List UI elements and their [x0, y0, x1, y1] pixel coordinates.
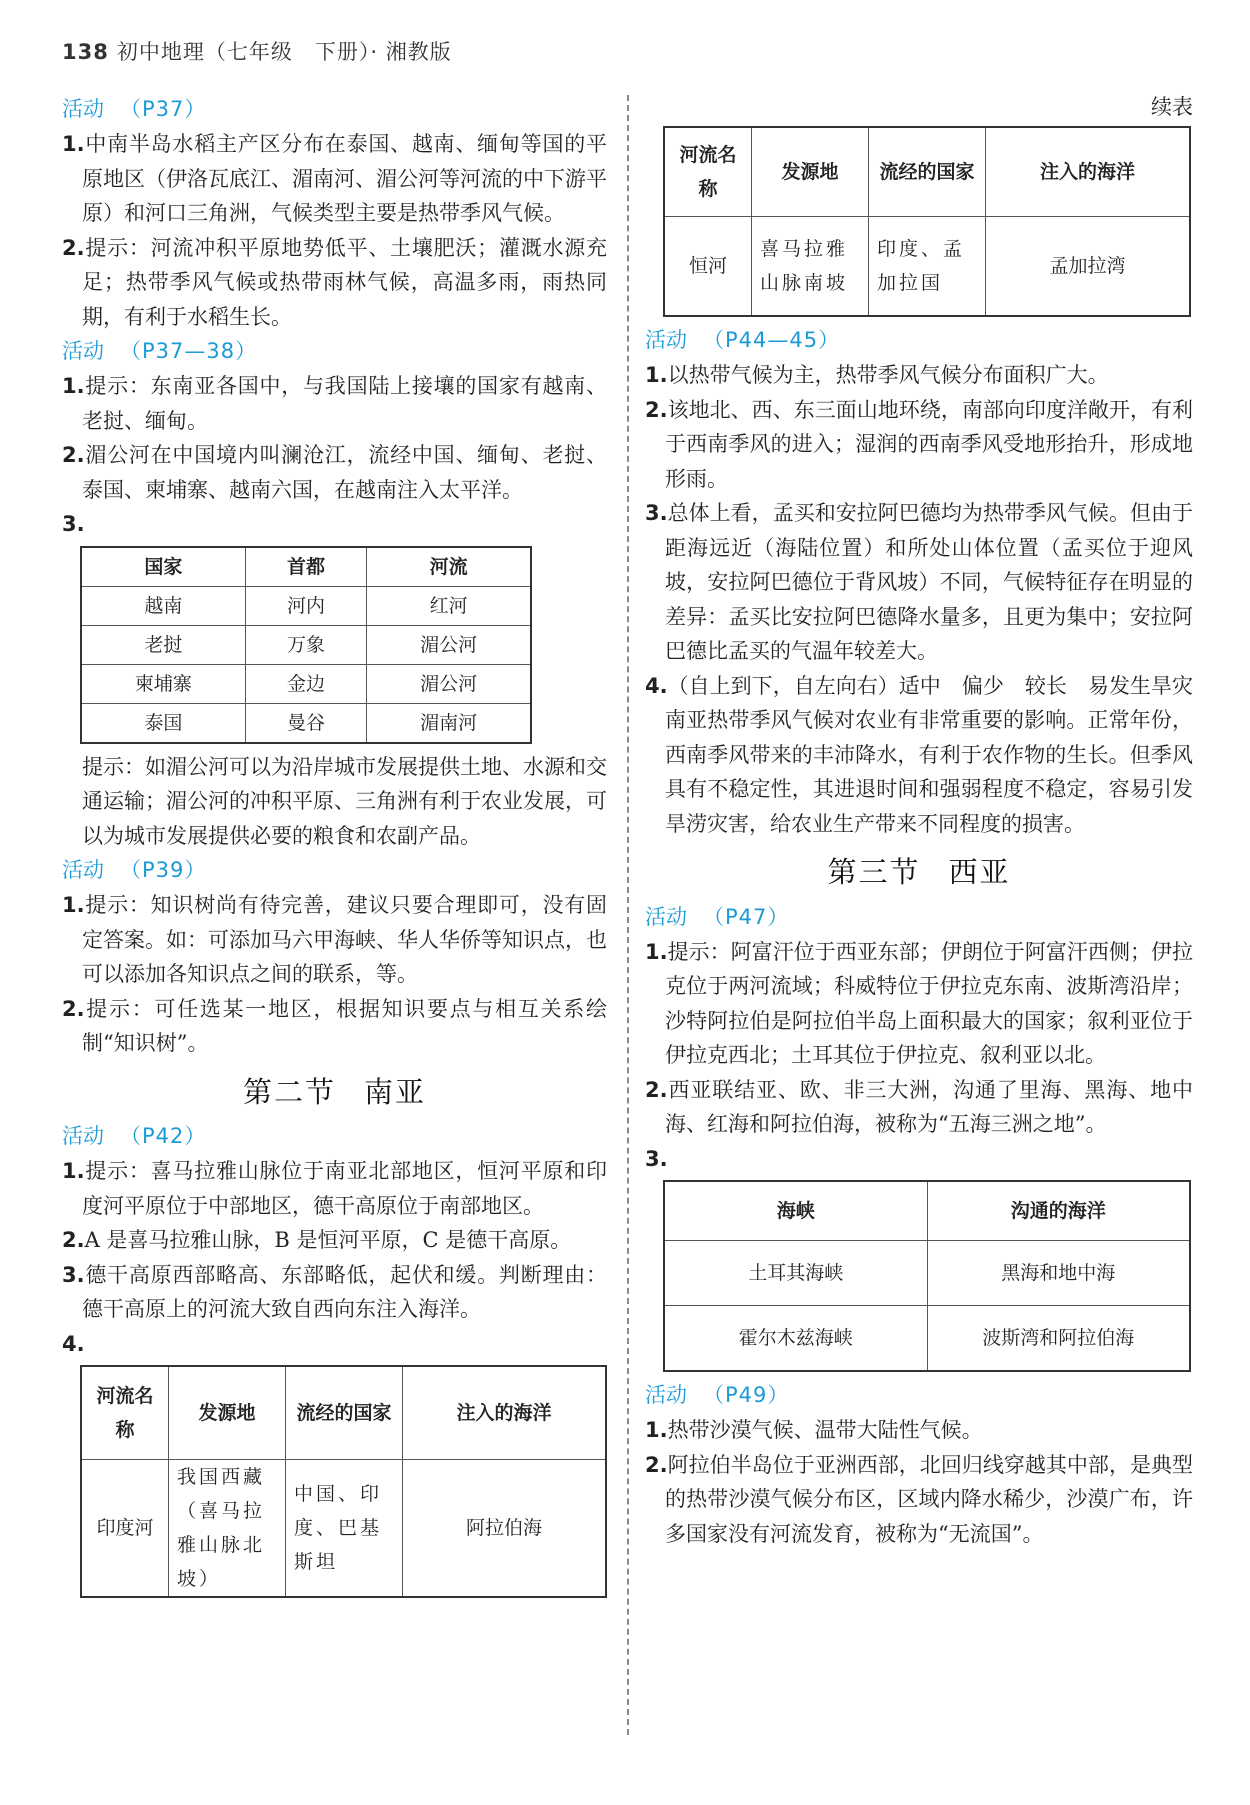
answer-item: 1.提示：东南亚各国中，与我国陆上接壤的国家有越南、老挝、缅甸。 — [62, 374, 607, 433]
hint-note: 提示：如湄公河可以为沿岸城市发展提供土地、水源和交通运输；湄公河的冲积平原、三角洲有利于农业发展，可以为城市发展提供必要的粮食和农副产品。 — [82, 754, 607, 848]
answer-item: 3. — [62, 512, 85, 536]
table-row: 土耳其海峡 黑海和地中海 — [664, 1241, 1190, 1306]
activity-heading: 活动 （P42） — [62, 1124, 207, 1148]
answer-item: 1.中南半岛水稻主产区分布在泰国、越南、缅甸等国的平原地区（伊洛瓦底江、湄南河、湄公河等河流的中下游平原）和河口三角洲，气候类型主要是热带季风气候。 — [62, 132, 607, 225]
table-row: 越南 河内 红河 — [81, 586, 531, 625]
right-column — [645, 92, 1214, 1551]
answer-item: 2.提示：可任选某一地区，根据知识要点与相互关系绘制“知识树”。 — [62, 996, 607, 1055]
answer-item: 2.西亚联结亚、欧、非三大洲，沟通了里海、黑海、地中海、红海和阿拉伯海，被称为“五海三洲之地”。 — [645, 1077, 1193, 1136]
activity-heading: 活动 （P47） — [645, 904, 790, 929]
activity-heading: 活动 （P39） — [62, 858, 207, 882]
left-column — [62, 92, 607, 1604]
table-row: 恒河 喜马拉雅山脉南坡 印度、孟加拉国 孟加拉湾 — [664, 217, 1190, 317]
answer-item: 1.热带沙漠气候、温带大陆性气候。 — [645, 1418, 983, 1442]
section-title: 第二节 南亚 — [242, 1074, 427, 1109]
activity-heading: 活动 （P37—38） — [62, 339, 258, 363]
table-row: 柬埔寨 金边 湄公河 — [81, 664, 531, 703]
answer-item: 2.阿拉伯半岛位于亚洲西部，北回归线穿越其中部，是典型的热带沙漠气候分布区，区域内降水稀少，沙漠广布，许多国家没有河流发育，被称为“无流国”。 — [645, 1452, 1193, 1546]
activity-heading: 活动 （P44—45） — [645, 328, 841, 352]
table-header-row: 海峡 沟通的海洋 — [664, 1181, 1190, 1241]
country-capital-river-table — [80, 546, 532, 744]
table-row: 泰国 曼谷 湄南河 — [81, 703, 531, 743]
column-divider — [627, 95, 629, 1735]
activity-heading: 活动 （P37） — [62, 97, 207, 121]
table-header-row: 国家 首都 河流 — [81, 547, 531, 587]
river-table-continued — [663, 126, 1191, 317]
answer-item: 4. — [62, 1331, 85, 1356]
table-row: 印度河 我国西藏（喜马拉雅山脉北坡） 中国、印度、巴基斯坦 阿拉伯海 — [81, 1460, 606, 1598]
answer-item: 1.提示：阿富汗位于西亚东部；伊朗位于阿富汗西侧；伊拉克位于两河流域；科威特位于伊拉克东南、波斯湾沿岸；沙特阿拉伯是阿拉伯半岛上面积最大的国家；叙利亚位于伊拉克西北；土耳其位于伊拉克、叙利亚以北。 — [645, 939, 1193, 1067]
answer-item: 2.湄公河在中国境内叫澜沧江，流经中国、缅甸、老挝、泰国、柬埔寨、越南六国，在越南注入太平洋。 — [62, 443, 607, 502]
answer-item: 3.总体上看，孟买和安拉阿巴德均为热带季风气候。但由于距海远近（海陆位置）和所处山体位置（孟买位于迎风坡，安拉阿巴德位于背风坡）不同，气候特征存在明显的差异：孟买比安拉阿巴德降水量多，且更为集中；安拉阿巴德比孟买的气温年较差大。 — [645, 501, 1193, 663]
answer-item: 2.A 是喜马拉雅山脉，B 是恒河平原，C 是德干高原。 — [62, 1228, 572, 1252]
river-table — [80, 1365, 607, 1598]
answer-item: 1.提示：喜马拉雅山脉位于南亚北部地区，恒河平原和印度河平原位于中部地区，德干高原位于南部地区。 — [62, 1159, 607, 1218]
table-row: 老挝 万象 湄公河 — [81, 625, 531, 664]
answer-item: 1.提示：知识树尚有待完善，建议只要合理即可，没有固定答案。如：可添加马六甲海峡、华人华侨等知识点，也可以添加各知识点之间的联系，等。 — [62, 893, 607, 986]
table-header-row: 河流名称 发源地 流经的国家 注入的海洋 — [664, 127, 1190, 217]
table-header-row: 河流名称 发源地 流经的国家 注入的海洋 — [81, 1366, 606, 1460]
answer-item: 2.提示：河流冲积平原地势低平、土壤肥沃；灌溉水源充足；热带季风气候或热带雨林气候，高温多雨，雨热同期，有利于水稻生长。 — [62, 235, 607, 329]
continued-label: 续表 — [1151, 95, 1193, 119]
page-header — [62, 36, 452, 66]
answer-item: 3.德干高原西部略高、东部略低，起伏和缓。判断理由：德干高原上的河流大致自西向东注入海洋。 — [62, 1262, 607, 1321]
page-number: 138 — [62, 40, 109, 64]
answer-item: 3. — [645, 1146, 668, 1171]
table-row: 霍尔木兹海峡 波斯湾和阿拉伯海 — [664, 1306, 1190, 1372]
activity-heading: 活动 （P49） — [645, 1383, 790, 1407]
answer-item: 2.该地北、西、东三面山地环绕，南部向印度洋敞开，有利于西南季风的进入；湿润的西南季风受地形抬升，形成地形雨。 — [645, 397, 1193, 491]
section-title: 第三节 西亚 — [827, 855, 1011, 889]
strait-table — [663, 1180, 1191, 1372]
answer-item: 1.以热带气候为主，热带季风气候分布面积广大。 — [645, 363, 1109, 387]
answer-item: 4.（自上到下，自左向右）适中 偏少 较长 易发生旱灾 南亚热带季风气候对农业有非常重要的影响。正常年份，西南季风带来的丰沛降水，有利于农作物的生长。但季风具有不稳定性，其进退时间和强弱程度不稳定，容易引发旱涝灾害，给农业生产带来不同程度的损害。 — [645, 673, 1214, 836]
book-title: 初中地理（七年级 下册）· 湘教版 — [116, 40, 452, 64]
